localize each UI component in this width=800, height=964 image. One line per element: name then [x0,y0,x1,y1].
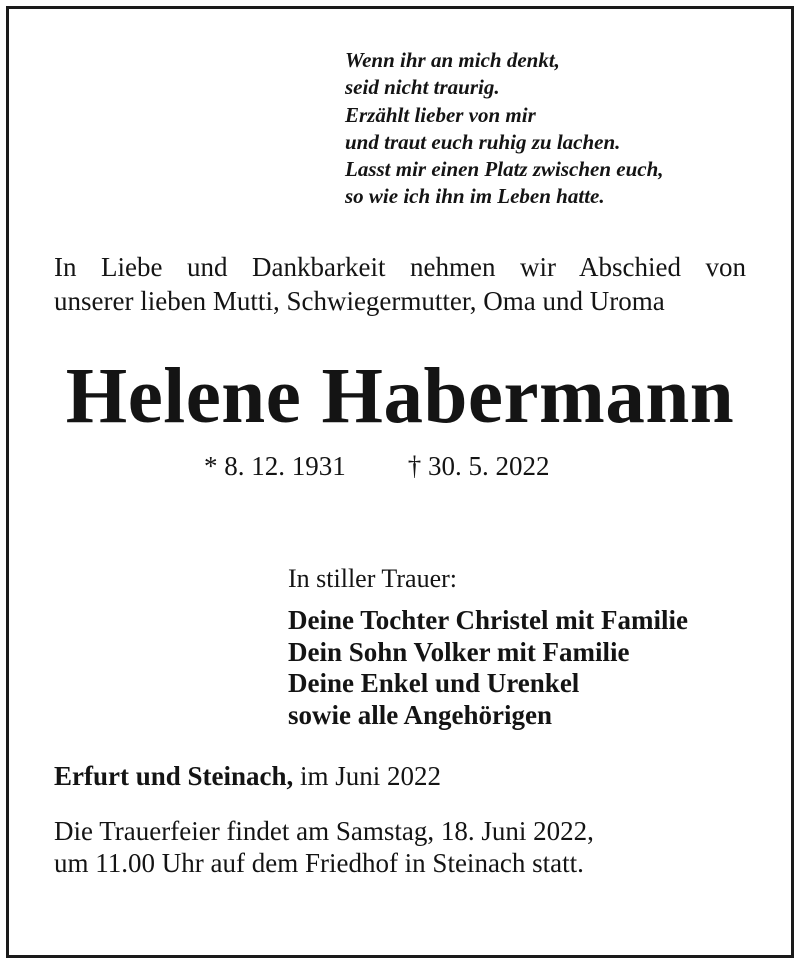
intro-line: unserer lieben Mutti, Schwiegermutter, Oma und Uroma [54,286,665,316]
date: im Juni 2022 [300,761,442,791]
funeral-line: um 11.00 Uhr auf dem Friedhof in Steinach statt. [54,848,584,878]
birth-date: * 8. 12. 1931 [204,451,346,481]
place-and-date [54,759,441,793]
death-date: † 30. 5. 2022 [407,451,550,481]
mourner-entry: sowie alle Angehörigen [288,699,552,730]
poem-line: so wie ich ihn im Leben hatte. [345,184,605,209]
memorial-poem [345,47,765,211]
mourning-heading: In stiller Trauer: [288,564,457,593]
funeral-info [54,815,594,879]
poem-line: Lasst mir einen Platz zwischen euch, [345,157,664,182]
poem-line: und traut euch ruhig zu lachen. [345,129,621,154]
mourner-entry: Deine Enkel und Urenkel [288,668,580,698]
deceased-name: Helene Habermann [65,353,735,440]
funeral-line: Die Trauerfeier findet am Samstag, 18. Juni 2022, [54,816,594,846]
poem-line: Wenn ihr an mich denkt, [345,48,560,72]
poem-line: Erzählt lieber von mir [345,102,536,127]
mourners-list [288,605,688,731]
intro-line: In Liebe und Dankbarkeit nehmen wir Abschied von [54,252,746,282]
place: Erfurt und Steinach, [54,761,294,791]
mourner-entry: Deine Tochter Christel mit Familie [288,605,688,635]
poem-line: seid nicht traurig. [345,75,500,100]
intro-text [54,250,746,318]
life-dates [204,449,550,483]
mourner-entry: Dein Sohn Volker mit Familie [288,636,630,667]
